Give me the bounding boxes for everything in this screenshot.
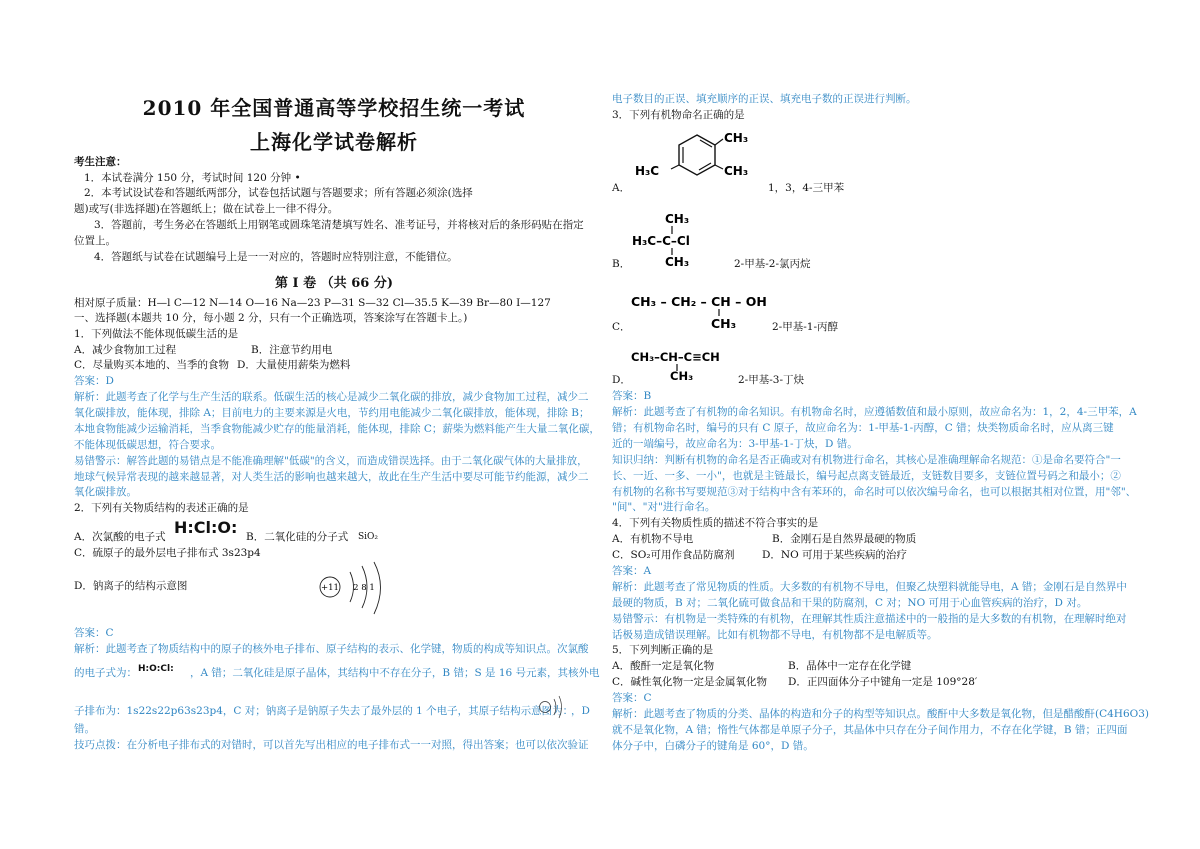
notice-line: 1．本试卷满分 150 分，考试时间 120 分钟 • (84, 172, 301, 184)
svg-text:H₃C: H₃C (635, 164, 660, 178)
q2-analysis-line: 错。 (74, 723, 95, 735)
q2-analysis-line: 的电子式为： (74, 667, 137, 679)
svg-text:CH₃: CH₃ (665, 255, 690, 268)
q1-analysis-line: 本地食物能减少运输消耗，当季食物能减少贮存的能量消耗，能体现，排除 C；薪柴为燃料能产生大量二氧化碳， (74, 423, 600, 435)
q5-analysis-line: 体分子中，白磷分子的键角是 60°，D 错。 (612, 740, 814, 752)
nucleus-label: +11 (321, 583, 339, 593)
q2-analysis-line: 解析：此题考查了物质结构中的原子的核外电子排布、原子结构的表示、化学键，物质的构成等知识点。次氯酸 (74, 643, 589, 655)
section-heading: 一、选择题(本题共 10 分，每小题 2 分，只有一个正确选项，答案涂写在答题卡上。) (74, 312, 468, 324)
q3-name-c: 2-甲基-1-丙醇 (772, 321, 839, 333)
q1-analysis-line: 氧化碳排放，能体现，排除 A；目前电力的主要来源是火电，节约用电能减少二氧化碳排放，能体现，排除 B； (74, 407, 590, 419)
hclo-electron-formula: H:Cl:O: (174, 518, 238, 537)
q4-option-c: C．SO₂可用作食品防腐剂 (612, 549, 735, 561)
svg-text:CH₃ – CH₂ – CH – OH: CH₃ – CH₂ – CH – OH (631, 294, 767, 309)
q2-analysis-line: ，D (571, 705, 590, 717)
q1-analysis-line: 不能体现低碳思想，符合要求。 (74, 439, 221, 451)
q2-option-b: B．二氧化硅的分子式 (246, 531, 349, 543)
hocl-inline-formula: H:O:Cl: (138, 664, 174, 674)
q3-summary-line: 长、一近、一多、一小"，也就是主链最长，编号起点离支链最近，支链数目要多，支链位置号码之和最小；② (612, 470, 1121, 482)
notice-heading: 考生注意： (74, 156, 127, 168)
q3-structure-b (627, 210, 727, 268)
q3-option-c: C． (612, 321, 631, 333)
q3-structure-c (627, 290, 767, 332)
q4-tip-line: 话极易造成错误理解。比如有机物都不导电，有机物都不是电解质等。 (612, 629, 938, 641)
q1-stem: 1．下列做法不能体现低碳生活的是 (74, 328, 239, 340)
svg-text:CH₃: CH₃ (711, 316, 737, 331)
q1-tip-line: 易错警示：解答此题的易错点是不能准确理解"低碳"的含义，而造成错误选择。由于二氧化碳气体的大量排放， (74, 455, 588, 467)
svg-text:CH₃: CH₃ (670, 369, 694, 382)
part-title: 第 I 卷 （共 66 分) (275, 276, 393, 291)
page-title-line2: 上海化学试卷解析 (250, 130, 418, 154)
notice-line: 位置上。 (74, 235, 116, 247)
q1-option-d: D．大量使用薪柴为燃料 (237, 359, 351, 371)
q3-analysis-line: 错；有机物命名时，编号的只有 C 原子，故应命名为：1-甲基-1-丙醇，C 错；炔类物质命名时，应从离三键 (612, 422, 1114, 434)
svg-text:CH₃: CH₃ (724, 164, 749, 178)
q2-sio2-formula: SiO₂ (358, 532, 379, 542)
q3-answer: 答案：B (612, 390, 652, 402)
q3-analysis-line: 解析：此题考查了有机物的命名知识。有机物命名时，应遵循数值和最小原则，故应命名为：1，2，4-三甲苯，A (612, 406, 1137, 418)
q2-answer: 答案：C (74, 627, 114, 639)
q5-option-a: A．酸酐一定是氧化物 (612, 660, 715, 672)
q2-option-a: A．次氯酸的电子式 (74, 531, 166, 543)
q4-analysis-line: 解析：此题考查了常见物质的性质。大多数的有机物不导电，但聚乙炔塑料就能导电，A 错；金刚石是自然界中 (612, 581, 1127, 593)
q2-stem: 2．下列有关物质结构的表述正确的是 (74, 502, 249, 514)
q3-summary-line: 知识归纳：判断有机物的命名是否正确或对有机物进行命名，其核心是准确理解命名规范：①是命名要符合"一 (612, 454, 1121, 466)
notice-line: 题)或写(非选择题)在答题纸上；做在试卷上一律不得分。 (74, 203, 339, 215)
q5-analysis-line: 就不是氧化物，A 错；惰性气体都是单原子分子，其晶体中只存在分子间作用力，不存在化学键，B 错；正四面 (612, 724, 1128, 736)
svg-text:H₃C–C–Cl: H₃C–C–Cl (632, 234, 690, 248)
q4-option-d: D．NO 可用于某些疾病的治疗 (762, 549, 908, 561)
notice-line: 3．答题前，考生务必在答题纸上用钢笔或圆珠笔清楚填写姓名、准考证号，并将核对后的条形码贴在指定 (94, 219, 584, 231)
q1-option-b: B．注意节约用电 (251, 344, 333, 356)
q3-summary-line: 有机物的名称书写要规范③对于结构中含有苯环的，命名时可以依次编号命名，也可以根据其相对位置，用"邻"、 (612, 486, 1137, 498)
q2-option-d: D．钠离子的结构示意图 (74, 580, 188, 592)
sodium-ion-diagram (310, 560, 420, 622)
q4-option-b: B．金刚石是自然界最硬的物质 (772, 533, 917, 545)
svg-text:CH₃–CH–C≡CH: CH₃–CH–C≡CH (631, 350, 720, 364)
q5-analysis-line: 解析：此题考查了物质的分类、晶体的构造和分子的构型等知识点。酸酐中大多数是氧化物，但是醋酸酐(C4H6O3) (612, 708, 1150, 720)
q5-option-b: B．晶体中一定存在化学键 (788, 660, 912, 672)
q1-analysis-line: 解析：此题考查了化学与生产生活的联系。低碳生活的核心是减少二氧化碳的排放，减少食物加工过程，减少二 (74, 391, 589, 403)
q4-option-a: A．有机物不导电 (612, 533, 694, 545)
svg-text:CH₃: CH₃ (665, 212, 690, 226)
q1-answer: 答案：D (74, 375, 114, 387)
q2-option-c: C．硫原子的最外层电子排布式 3s23p4 (74, 547, 261, 559)
q3-name-d: 2-甲基-3-丁炔 (738, 374, 805, 386)
q5-option-d: D．正四面体分子中键角一定是 109°28′ (788, 676, 978, 688)
q3-name-a: 1，3，4-三甲苯 (768, 182, 845, 194)
page-title-line1: 2010 年全国普通高等学校招生统一考试 (142, 96, 526, 120)
q4-analysis-line: 最硬的物质，B 对；二氧化硫可做食品和干果的防腐剂，C 对；NO 可用于心血管疾病的治疗，D 对。 (612, 597, 1088, 609)
notice-line: 2．本考试设试卷和答题纸两部分，试卷包括试题与答题要求；所有答题必须涂(选择 (84, 187, 473, 199)
q5-answer: 答案：C (612, 692, 652, 704)
q3-structure-a (627, 125, 767, 193)
q3-stem: 3．下列有机物命名正确的是 (612, 109, 745, 121)
q1-option-c: C．尽量购买本地的、当季的食物 (74, 359, 230, 371)
q2-tip-continued: 电子数目的正误、填充顺序的正误、填充电子数的正误进行判断。 (612, 93, 917, 105)
q5-option-c: C．碱性氧化物一定是金属氧化物 (612, 676, 768, 688)
q3-summary-line: "间"、"对"进行命名。 (612, 501, 716, 513)
q3-analysis-line: 近的一端编号，故应命名为：3-甲基-1-丁炔，D 错。 (612, 438, 858, 450)
q3-structure-d (627, 346, 737, 382)
q2-analysis-line: 子排布为：1s22s22p63s23p4，C 对；钠离子是钠原子失去了最外层的 1 个电子，其原子结构示意图为： (74, 705, 574, 717)
q3-option-b: B． (612, 258, 631, 270)
sodium-ion-small-diagram (536, 690, 570, 724)
q1-tip-line: 地球气候异常表现的越来越显著，对人类生活的影响也越来越大，故此在生产生活中要尽可能节约能源，减少二 (74, 471, 589, 483)
q5-stem: 5．下列判断正确的是 (612, 644, 714, 656)
q2-analysis-line: ，A 错；二氧化硅是原子晶体，其结构中不存在分子，B 错；S 是 16 号元素，其核外电 (190, 667, 600, 679)
q4-tip-line: 易错警示：有机物是一类特殊的有机物，在理解其性质注意描述中的一般指的是大多数的有机物，在理解时绝对 (612, 613, 1127, 625)
q1-option-a: A．减少食物加工过程 (74, 344, 177, 356)
notice-line: 4．答题纸与试卷在试题编号上是一一对应的，答题时应特别注意，不能错位。 (94, 251, 458, 263)
q2-tip-line: 技巧点拨：在分析电子排布式的对错时，可以首先写出相应的电子排布式一一对照，得出答案；也可以依次验证 (74, 739, 589, 751)
q3-name-b: 2-甲基-2-氯丙烷 (734, 258, 811, 270)
shell-electrons-label: 2 8 1 (353, 583, 375, 593)
q4-answer: 答案：A (612, 565, 652, 577)
q3-option-d: D． (612, 374, 631, 386)
q1-tip-line: 氧化碳排放。 (74, 486, 137, 498)
q4-stem: 4．下列有关物质性质的描述不符合事实的是 (612, 517, 819, 529)
q3-option-a: A． (612, 182, 631, 194)
svg-text:CH₃: CH₃ (724, 131, 749, 145)
atomic-mass-line: 相对原子质量：H—l C—12 N—14 O—16 Na—23 P—31 S—32 Cl—35.5 K—39 Br—80 I—127 (74, 297, 551, 309)
